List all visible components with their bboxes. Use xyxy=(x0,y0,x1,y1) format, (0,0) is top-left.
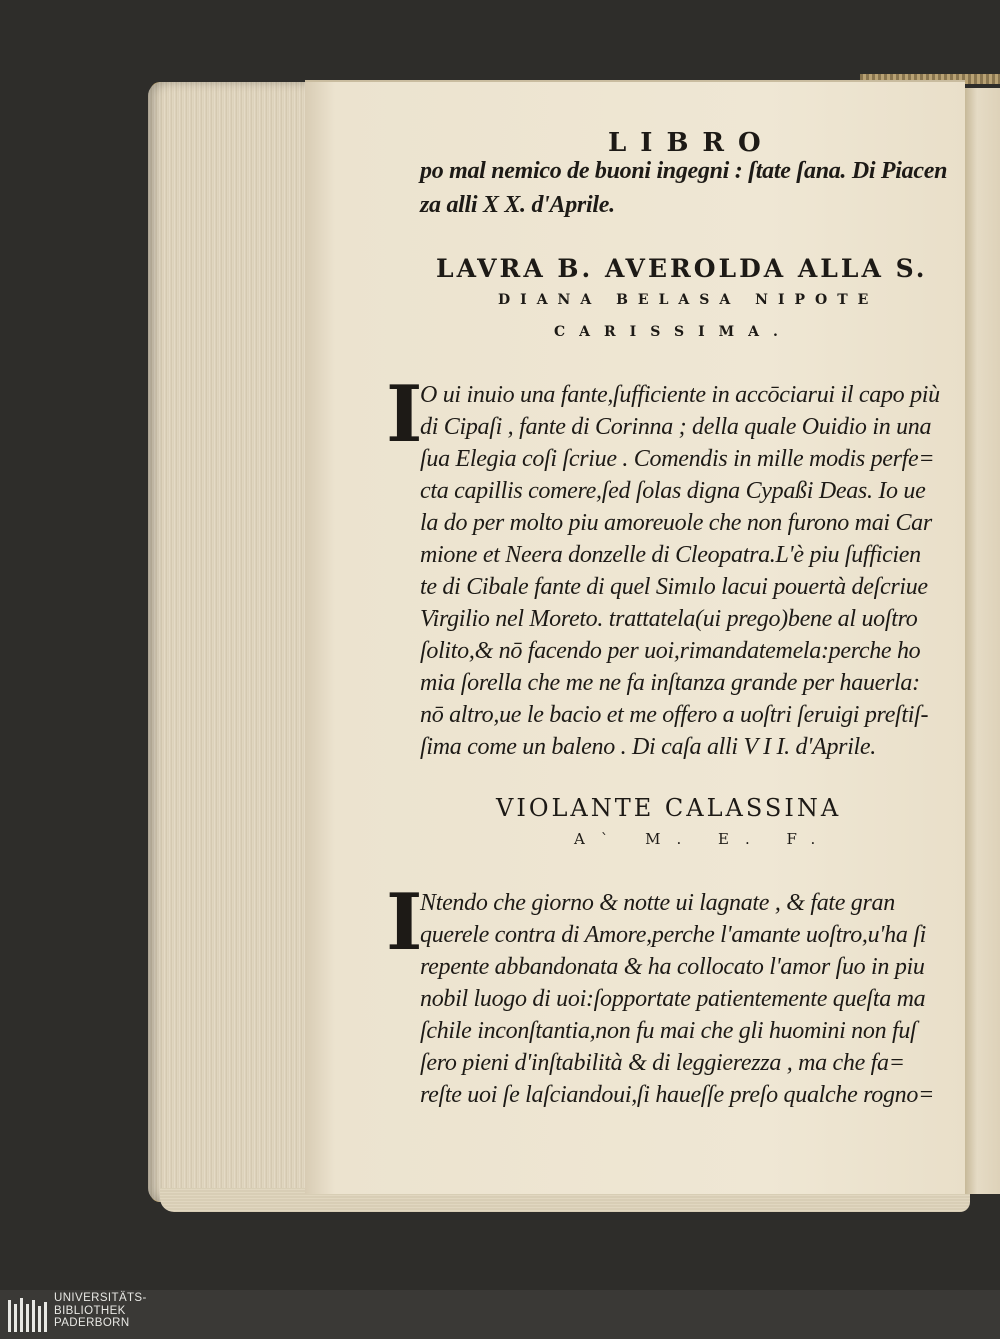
letter2-heading-2: A` M. E. F. xyxy=(574,830,832,848)
page-stack-edge xyxy=(148,82,308,1202)
text-line: nobil luogo di uoi:ſopportate patientemente queſta ma xyxy=(420,986,926,1012)
text-line: ſua Elegia coſi ſcriue . Comendis in mille modis perfe= xyxy=(420,446,935,472)
text-line: mione et Neera donzelle di Cleopatra.L'è piu ſufficien xyxy=(420,542,921,568)
text-line: Ntendo che giorno & notte ui lagnate , & fate gran xyxy=(420,890,895,916)
letter2-heading-1: VIOLANTE CALASSINA xyxy=(496,794,842,822)
text-line: di Cipaſi , fante di Corinna ; della quale Ouidio in una xyxy=(420,414,932,440)
text-line: cta capillis comere,ſed ſolas digna Cypaßi Deas. Io ue xyxy=(420,478,926,504)
text-line: reſte uoi ſe laſciandoui,ſi haueſſe preſo qualche rogno= xyxy=(420,1082,934,1108)
library-line: UNIVERSITÄTS- xyxy=(54,1292,147,1304)
text-line: ſero pieni d'inſtabilità & di leggierezza , ma che fa= xyxy=(420,1050,905,1076)
text-line: repente abbandonata & ha collocato l'amor ſuo in piu xyxy=(420,954,925,980)
text-line: mia ſorella che me ne fa inſtanza grande per hauerla: xyxy=(420,670,920,696)
letter1-heading-2: DIANA BELASA NIPOTE xyxy=(498,292,879,308)
text-line: nō altro,ue le bacio et me offero a uoſtri ſeruigi preſtiſ- xyxy=(420,702,929,728)
drop-cap: I xyxy=(386,877,423,968)
library-line: BIBLIOTHEK xyxy=(54,1304,126,1317)
library-name xyxy=(54,1292,147,1330)
text-line: ſima come un baleno . Di caſa alli V I I. d'Aprile. xyxy=(420,734,876,760)
text-line: querele contra di Amore,perche l'amante uoſtro,u'ha ſi xyxy=(420,922,926,948)
text-line: te di Cibale fante di quel Simılo lacui pouertà deſcriue xyxy=(420,574,928,600)
letter1-heading-1: LAVRA B. AVEROLDA ALLA S. xyxy=(436,254,928,283)
text-line: O ui inuio una fante,ſufficiente in accōciarui il capo più xyxy=(420,382,940,408)
drop-cap: I xyxy=(386,369,423,460)
text-line: la do per molto piu amoreuole che non furono mai Car xyxy=(420,510,932,536)
text-line: ſolito,& nō facendo per uoi,rimandatemela:perche ho xyxy=(420,638,921,664)
library-bars-icon xyxy=(6,1294,50,1336)
text-line: po mal nemico de buoni ingegni : ſtate ſana. Di Piacen xyxy=(420,158,948,184)
facing-page-edge xyxy=(962,88,1000,1194)
text-line: ſchile inconſtantia,non fu mai che gli huomini non fuſ xyxy=(420,1018,917,1044)
footer-bar xyxy=(0,1290,1000,1339)
text-line: za alli X X. d'Aprile. xyxy=(420,192,615,218)
text-line: Virgilio nel Moreto. trattatela(ui prego)bene al uoſtro xyxy=(420,606,918,632)
library-line: PADERBORN xyxy=(54,1317,130,1329)
running-head: LIBRO xyxy=(608,128,775,158)
letter1-heading-3: CARISSIMA. xyxy=(554,324,792,340)
